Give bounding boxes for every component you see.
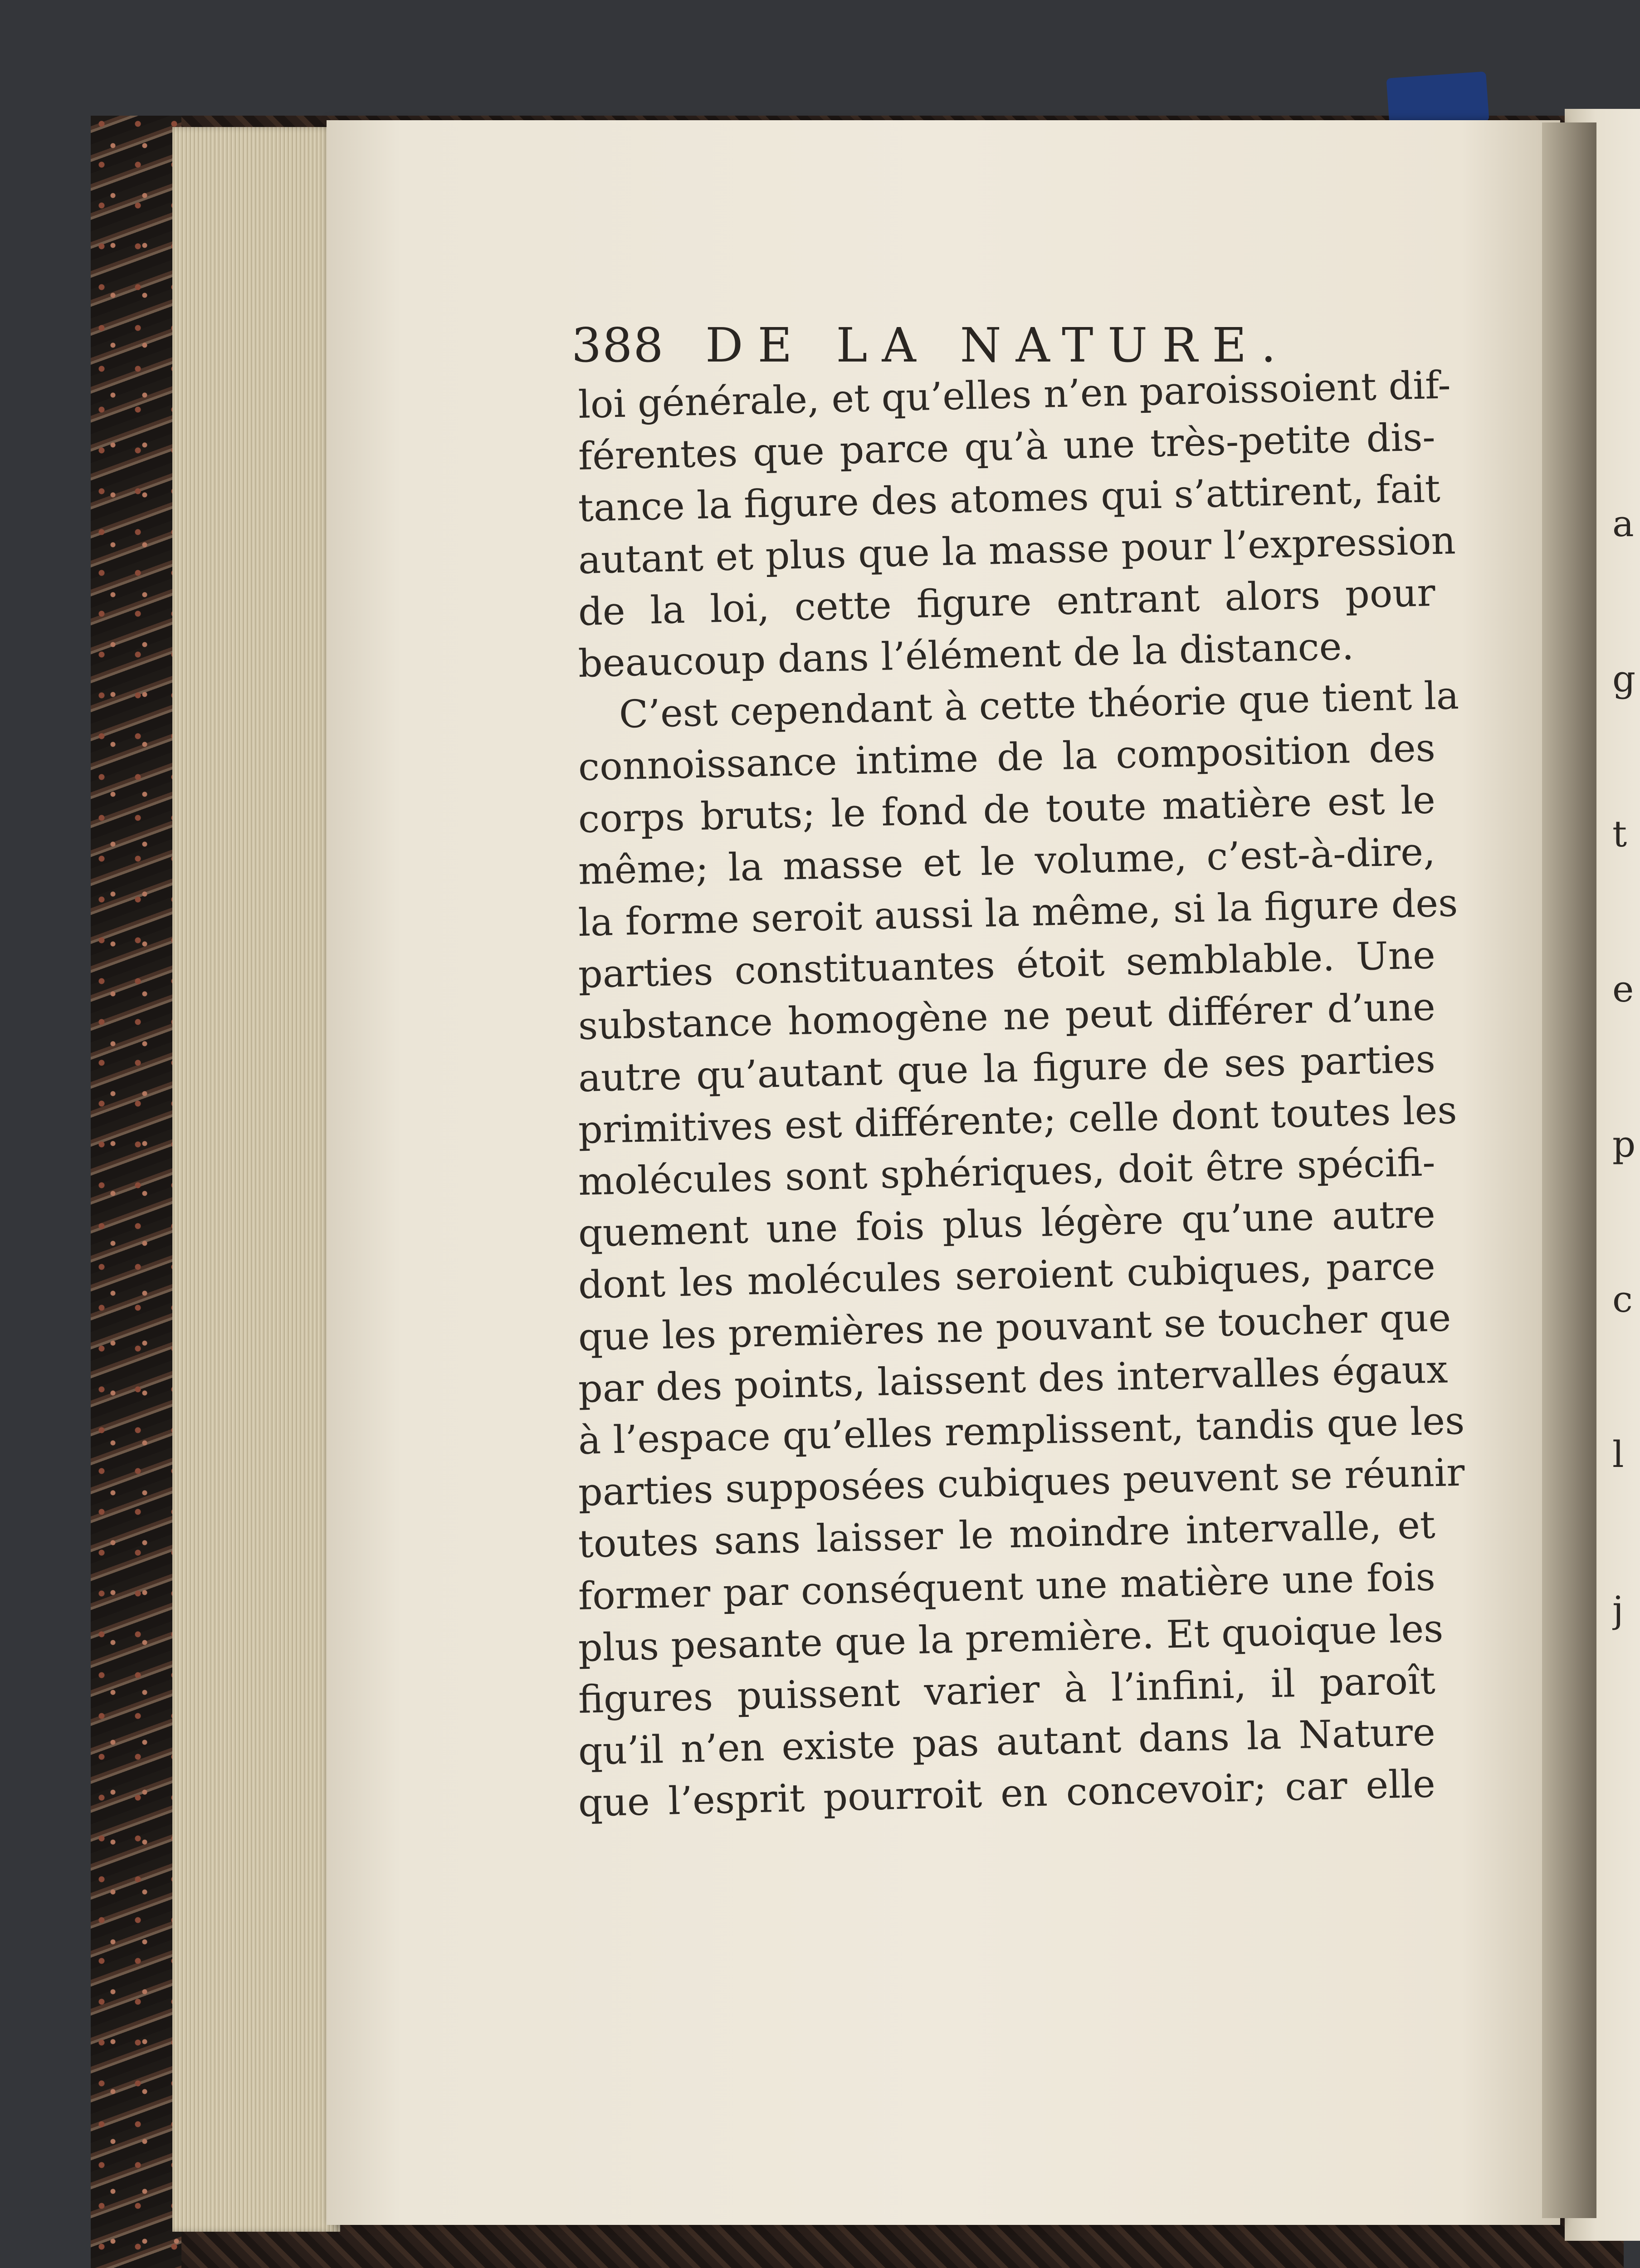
text-line: dont les molécules seroient cubiques, parce <box>577 1243 1436 1308</box>
page-edges <box>172 127 340 2232</box>
marbled-board <box>91 116 181 2268</box>
text-line: corps bruts; le fond de toute matière est le <box>577 777 1436 841</box>
facing-page-fragment: j <box>1612 1589 1624 1631</box>
facing-page-fragment: a <box>1612 503 1634 545</box>
text-line: autre qu’autant que la figure de ses parties <box>577 1036 1436 1100</box>
body-text <box>577 362 1465 1829</box>
facing-page-fragment: t <box>1612 813 1627 855</box>
facing-page-fragment: g <box>1612 658 1636 700</box>
text-line: parties supposées cubiques peuvent se réunir <box>577 1450 1465 1515</box>
page-gutter <box>1542 122 1596 2218</box>
facing-page-fragment: c <box>1612 1278 1633 1320</box>
text-line: férentes que parce qu’à une très-petite dis- <box>577 415 1436 479</box>
bookmark-ribbon <box>1386 71 1489 128</box>
text-line: de la loi, cette figure entrant alors pour <box>577 570 1436 634</box>
text-line: quement une fois plus légère qu’une autre <box>577 1192 1436 1256</box>
facing-page-fragment: l <box>1612 1433 1624 1476</box>
text-line: parties constituantes étoit semblable. Une <box>577 933 1436 997</box>
text-line: que l’esprit pourroit en concevoir; car elle <box>577 1761 1436 1826</box>
page-number: 388 <box>571 318 664 373</box>
facing-page-text <box>1612 395 1640 1687</box>
text-line: former par conséquent une matière une fois <box>577 1554 1436 1618</box>
text-line: même; la masse et le volume, c’est-à-dire, <box>577 829 1436 893</box>
facing-page-fragment: p <box>1612 1123 1636 1165</box>
text-line: tance la figure des atomes qui s’attirent, fait <box>577 466 1441 531</box>
page-header-title: DE LA NATURE. <box>705 318 1291 373</box>
text-line: à l’espace qu’elles remplissent, tandis que les <box>577 1398 1465 1463</box>
text-line: substance homogène ne peut différer d’une <box>577 984 1436 1049</box>
text-line: que les premières ne pouvant se toucher que <box>577 1295 1452 1359</box>
text-line: connoissance intime de la composition des <box>577 725 1436 790</box>
text-line: figures puissent varier à l’infini, il paroît <box>577 1658 1436 1722</box>
text-line: autant et plus que la masse pour l’expression <box>577 518 1456 582</box>
text-line: qu’il n’en existe pas autant dans la Nature <box>577 1710 1436 1774</box>
facing-page-fragment: e <box>1612 968 1634 1010</box>
text-line: beaucoup dans l’élément de la distance. <box>577 624 1355 686</box>
text-line: loi générale, et qu’elles n’en paroissoient dif- <box>577 362 1451 427</box>
text-line: la forme seroit aussi la même, si la figure des <box>577 880 1459 945</box>
text-line: par des points, laissent des intervalles égaux <box>577 1347 1449 1411</box>
text-line: plus pesante que la première. Et quoique les <box>577 1606 1444 1670</box>
text-line: C’est cependant à cette théorie que tient la <box>618 673 1459 737</box>
text-line: primitives est différente; celle dont toutes les <box>577 1087 1458 1152</box>
text-line: molécules sont sphériques, doit être spécifi- <box>577 1140 1436 1204</box>
text-line: toutes sans laisser le moindre intervalle, et <box>577 1502 1436 1567</box>
